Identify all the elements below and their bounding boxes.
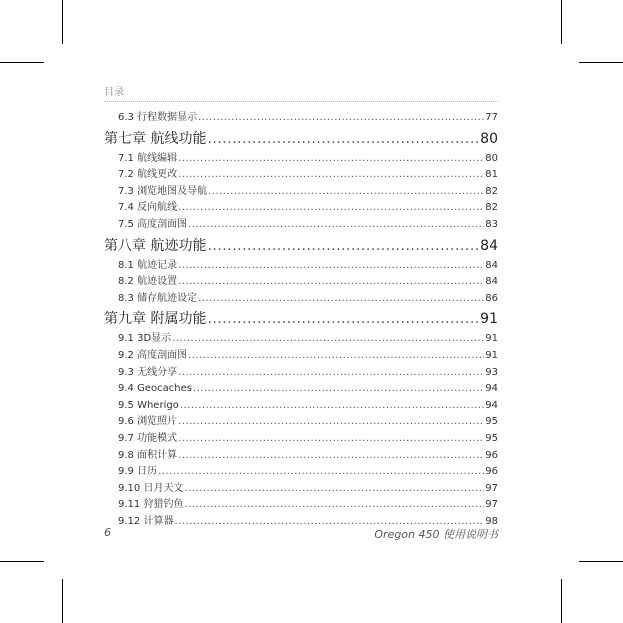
dot-leader [158, 464, 484, 481]
dot-leader [178, 448, 484, 465]
toc-entry-title: 第七章 航线功能 [104, 130, 207, 147]
crop-mark [579, 561, 623, 562]
toc-entry-page: 77 [485, 112, 498, 123]
dot-leader [207, 234, 479, 258]
toc-entry-page: 84 [480, 237, 498, 254]
crop-mark [0, 62, 44, 63]
dot-leader [178, 258, 484, 275]
crop-mark [0, 561, 44, 562]
toc-section-entry[interactable] [104, 497, 498, 514]
crop-mark [62, 0, 63, 44]
toc-entry-title: 9.3 无线分享 [118, 366, 178, 378]
dot-leader [178, 151, 484, 168]
dot-leader [178, 274, 484, 291]
toc-entry-title: 9.6 浏览照片 [118, 416, 178, 428]
toc-chapter-entry[interactable] [104, 127, 498, 151]
dot-leader [193, 381, 484, 398]
toc-entry-page: 83 [485, 218, 498, 230]
toc-entry-page: 97 [485, 482, 498, 494]
toc-entry-page: 84 [485, 276, 498, 288]
toc-entry-title: 6.3 行程数据显示 [118, 112, 198, 123]
toc-entry-page: 86 [485, 292, 498, 304]
toc-entry-title: 7.5 高度剖面图 [118, 218, 188, 230]
toc-entry-title: 9.8 面积计算 [118, 449, 178, 461]
toc-section-entry[interactable] [104, 258, 498, 275]
toc-section-entry[interactable] [104, 381, 498, 398]
toc-entry-title: 9.11 狩猎钓鱼 [118, 499, 184, 511]
toc-entry-page: 95 [485, 416, 498, 428]
dot-leader [178, 431, 484, 448]
toc-entry-title: 第九章 附属功能 [104, 311, 207, 328]
toc-entry-page: 91 [485, 349, 498, 361]
toc-entry-title: 9.9 日历 [118, 466, 158, 478]
crop-mark [579, 62, 623, 63]
dot-leader [198, 110, 484, 127]
dot-leader [178, 167, 484, 184]
toc-section-entry[interactable] [104, 464, 498, 481]
toc-entry-title: 7.2 航线更改 [118, 169, 178, 181]
toc-entry-title: 9.1 3D显示 [118, 333, 172, 345]
dot-leader [180, 398, 484, 415]
toc-entry-page: 84 [485, 259, 498, 271]
toc-section-entry[interactable] [104, 414, 498, 431]
toc-section-entry[interactable] [104, 365, 498, 382]
toc-entry-page: 81 [485, 169, 498, 181]
toc-section-entry[interactable] [104, 348, 498, 365]
toc-entry-page: 96 [485, 449, 498, 461]
toc-section-entry[interactable] [104, 398, 498, 415]
toc-section-entry[interactable] [104, 448, 498, 465]
dot-leader [198, 291, 484, 308]
toc-section-entry[interactable] [104, 184, 498, 201]
toc-section-entry[interactable] [104, 274, 498, 291]
toc-entry-page: 94 [485, 383, 498, 395]
crop-mark [62, 579, 63, 623]
toc-section-entry[interactable] [104, 331, 498, 348]
toc-chapter-entry[interactable] [104, 234, 498, 258]
dot-leader [178, 200, 484, 217]
dot-leader [188, 217, 484, 234]
toc-entry-page: 97 [485, 499, 498, 511]
toc-section-entry[interactable] [104, 151, 498, 168]
toc-section-entry[interactable] [104, 291, 498, 308]
toc-entry-page: 91 [485, 333, 498, 345]
toc-entry-title: 9.4 Geocaches [118, 383, 192, 395]
toc-entry-page: 82 [485, 202, 498, 214]
toc-entry-title: 9.12 计算器 [118, 515, 174, 527]
toc-entry-page: 98 [485, 515, 498, 527]
toc-section-entry[interactable] [104, 217, 498, 234]
toc-entry-title: 7.1 航线编辑 [118, 152, 178, 164]
toc-entry-title: 9.2 高度剖面图 [118, 349, 188, 361]
crop-mark [561, 579, 562, 623]
toc-entry-page: 82 [485, 185, 498, 197]
page-header: 目录 [104, 87, 124, 98]
toc-entry-page: 80 [480, 130, 498, 147]
toc-entry-page: 91 [480, 311, 498, 328]
toc-section-entry[interactable] [104, 167, 498, 184]
dot-leader [208, 184, 484, 201]
dot-leader [207, 307, 479, 331]
toc-entry-title: 7.3 浏览地图及导航 [118, 185, 208, 197]
toc-entry-page: 96 [485, 466, 498, 478]
toc-entry-title: 7.4 反向航线 [118, 202, 178, 214]
toc-entry-title: 9.7 功能模式 [118, 432, 178, 444]
toc-entry-page: 80 [485, 152, 498, 164]
document-title: Oregon 450 使用说明书 [374, 528, 498, 541]
toc-entry-title: 8.3 储存航迹设定 [118, 292, 198, 304]
dot-leader [207, 127, 479, 151]
toc-section-entry[interactable] [104, 481, 498, 498]
crop-mark [561, 0, 562, 44]
page-number: 6 [104, 526, 111, 539]
dot-leader [178, 365, 484, 382]
dot-leader [178, 414, 484, 431]
toc-entry-title: 第八章 航迹功能 [104, 237, 207, 254]
dot-leader [172, 331, 484, 348]
dot-leader [184, 497, 484, 514]
header-divider [104, 101, 498, 102]
dot-leader [188, 348, 484, 365]
toc-section-entry[interactable] [104, 110, 498, 127]
dot-leader [184, 481, 484, 498]
toc-entry-title: 9.10 日月天文 [118, 482, 184, 494]
toc-entry-title: 9.5 Wherigo [118, 399, 179, 411]
toc-entry-page: 94 [485, 399, 498, 411]
toc-section-entry[interactable] [104, 200, 498, 217]
toc-entry-title: 8.1 航迹记录 [118, 259, 178, 271]
toc-entry-page: 93 [485, 366, 498, 378]
toc-chapter-entry[interactable] [104, 307, 498, 331]
toc-entry-title: 8.2 航迹设置 [118, 276, 178, 288]
table-of-contents [104, 110, 498, 530]
toc-section-entry[interactable] [104, 431, 498, 448]
toc-entry-page: 95 [485, 432, 498, 444]
